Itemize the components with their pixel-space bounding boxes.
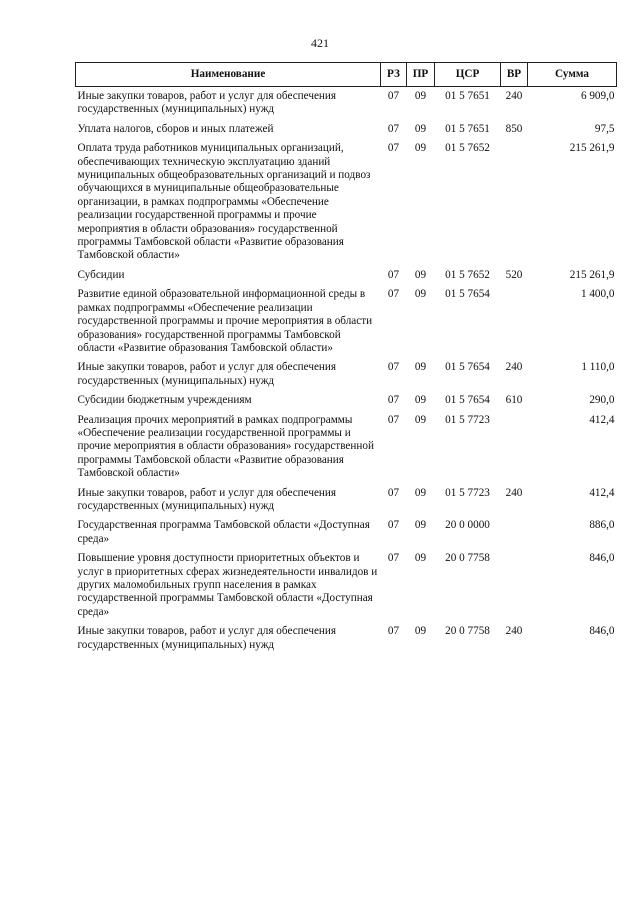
- row-sum: 1 110,0: [581, 361, 615, 374]
- row-rz: 07: [387, 122, 400, 135]
- row-sum: 412,4: [589, 413, 615, 426]
- row-rz: 07: [387, 361, 400, 374]
- table-row: [76, 519, 617, 552]
- header-row: [76, 63, 617, 87]
- header-vr: ВР: [501, 63, 528, 87]
- row-rz: 07: [387, 90, 400, 102]
- table-row: [76, 123, 617, 142]
- row-sum: 846,0: [589, 552, 615, 565]
- row-sum: 846,0: [589, 625, 615, 638]
- row-rz: 07: [387, 519, 400, 532]
- row-name: Развитие единой образовательной информационной среды в рамках подпрограммы «Обеспечение реализации государственной программы и прочие мероприятия в области образования» государственной программы Тамбовской области «Развитие образования Тамбовской области»: [77, 288, 373, 354]
- row-rz: 07: [387, 394, 400, 407]
- table-row: [76, 142, 617, 269]
- row-sum: 215 261,9: [569, 142, 615, 155]
- row-sum: 886,0: [589, 519, 615, 532]
- row-name: Иные закупки товаров, работ и услуг для обеспечения государственных (муниципальных) нужд: [77, 486, 337, 512]
- row-pr: 09: [414, 90, 427, 102]
- row-pr: 09: [414, 122, 427, 135]
- row-csr: 20 0 7758: [445, 552, 490, 565]
- row-sum: 290,0: [589, 394, 615, 407]
- row-sum: 215 261,9: [569, 268, 615, 281]
- row-vr: 520: [505, 268, 523, 281]
- page-number: 421: [311, 36, 329, 50]
- row-name: Субсидии: [77, 268, 125, 281]
- row-csr: 01 5 7654: [445, 361, 490, 374]
- row-pr: 09: [414, 552, 427, 565]
- row-vr: [501, 552, 528, 625]
- row-csr: 01 5 7651: [445, 122, 490, 135]
- row-csr: 01 5 7723: [445, 413, 490, 426]
- row-csr: 20 0 7758: [445, 625, 490, 638]
- row-vr: [501, 414, 528, 487]
- row-rz: 07: [387, 625, 400, 638]
- row-pr: 09: [414, 142, 427, 155]
- table-body: [76, 87, 617, 659]
- row-sum: 6 909,0: [580, 90, 615, 102]
- row-csr: 01 5 7652: [445, 268, 490, 281]
- row-csr: 01 5 7652: [445, 142, 490, 155]
- row-name: Реализация прочих мероприятий в рамках подпрограммы «Обеспечение реализации государственной программы и прочие мероприятия в области образования» государственной программы Тамбовской области «Развитие образования Тамбовской области»: [77, 413, 374, 480]
- table-row: [76, 394, 617, 413]
- header-name: Наименование: [76, 63, 381, 87]
- row-vr: 850: [505, 122, 523, 135]
- row-name: Иные закупки товаров, работ и услуг для обеспечения государственных (муниципальных) нужд: [77, 90, 337, 116]
- row-name: Уплата налогов, сборов и иных платежей: [77, 122, 274, 135]
- row-sum: 97,5: [594, 122, 615, 135]
- row-sum: 1 400,0: [580, 288, 615, 301]
- table-row: [76, 487, 617, 520]
- table-row: [76, 625, 617, 658]
- row-vr: 240: [505, 361, 523, 374]
- row-pr: 09: [414, 394, 427, 407]
- row-csr: 01 5 7654: [445, 288, 490, 301]
- row-vr: 610: [505, 394, 523, 407]
- row-pr: 09: [414, 486, 427, 499]
- row-vr: 240: [505, 486, 523, 499]
- row-pr: 09: [414, 519, 427, 532]
- row-vr: 240: [505, 625, 523, 638]
- table-row: [76, 414, 617, 487]
- row-name: Оплата труда работников муниципальных организаций, обеспечивающих техническую эксплуатацию зданий муниципальных общеобразовательных организаций и подвоз обучающихся в муниципальные общеобразовательные организации, в рамках подпрограммы «Обеспечение реализации государственной программы и прочие мероприятия в области образования» государственной программы Тамбовской области «Развитие образования Тамбовской области»: [77, 142, 371, 262]
- budget-table: [75, 62, 617, 658]
- row-csr: 01 5 7723: [445, 486, 490, 499]
- row-pr: 09: [414, 268, 427, 281]
- row-sum: 412,4: [589, 486, 615, 499]
- row-rz: 07: [387, 142, 400, 155]
- row-pr: 09: [414, 361, 427, 374]
- row-rz: 07: [387, 288, 400, 301]
- row-name: Субсидии бюджетным учреждениям: [77, 394, 252, 407]
- row-pr: 09: [414, 413, 427, 426]
- row-csr: 01 5 7651: [445, 90, 490, 102]
- row-pr: 09: [414, 288, 427, 301]
- row-csr: 01 5 7654: [445, 394, 490, 407]
- row-name: Иные закупки товаров, работ и услуг для обеспечения государственных (муниципальных) нужд: [77, 361, 337, 387]
- row-csr: 20 0 0000: [445, 519, 490, 532]
- row-pr: 09: [414, 625, 427, 638]
- header-csr: ЦСР: [435, 63, 501, 87]
- row-name: Государственная программа Тамбовской области «Доступная среда»: [77, 519, 370, 545]
- table-row: [76, 269, 617, 288]
- table-row: [76, 87, 617, 123]
- header-rz: РЗ: [381, 63, 407, 87]
- table-row: [76, 288, 617, 361]
- row-vr: 240: [505, 90, 523, 102]
- row-rz: 07: [387, 486, 400, 499]
- row-vr: [501, 142, 528, 269]
- row-rz: 07: [387, 413, 400, 426]
- row-name: Повышение уровня доступности приоритетных объектов и услуг в приоритетных сферах жизнедеятельности инвалидов и других маломобильных групп населения в рамках государственной программы Тамбовской области «Доступная среда»: [77, 552, 378, 618]
- row-rz: 07: [387, 268, 400, 281]
- row-vr: [501, 288, 528, 361]
- header-sum: Сумма: [528, 63, 617, 87]
- table-row: [76, 552, 617, 625]
- row-name: Иные закупки товаров, работ и услуг для обеспечения государственных (муниципальных) нужд: [77, 625, 337, 651]
- row-rz: 07: [387, 552, 400, 565]
- table-row: [76, 361, 617, 394]
- table-header: [76, 63, 617, 87]
- row-vr: [501, 519, 528, 552]
- header-pr: ПР: [407, 63, 435, 87]
